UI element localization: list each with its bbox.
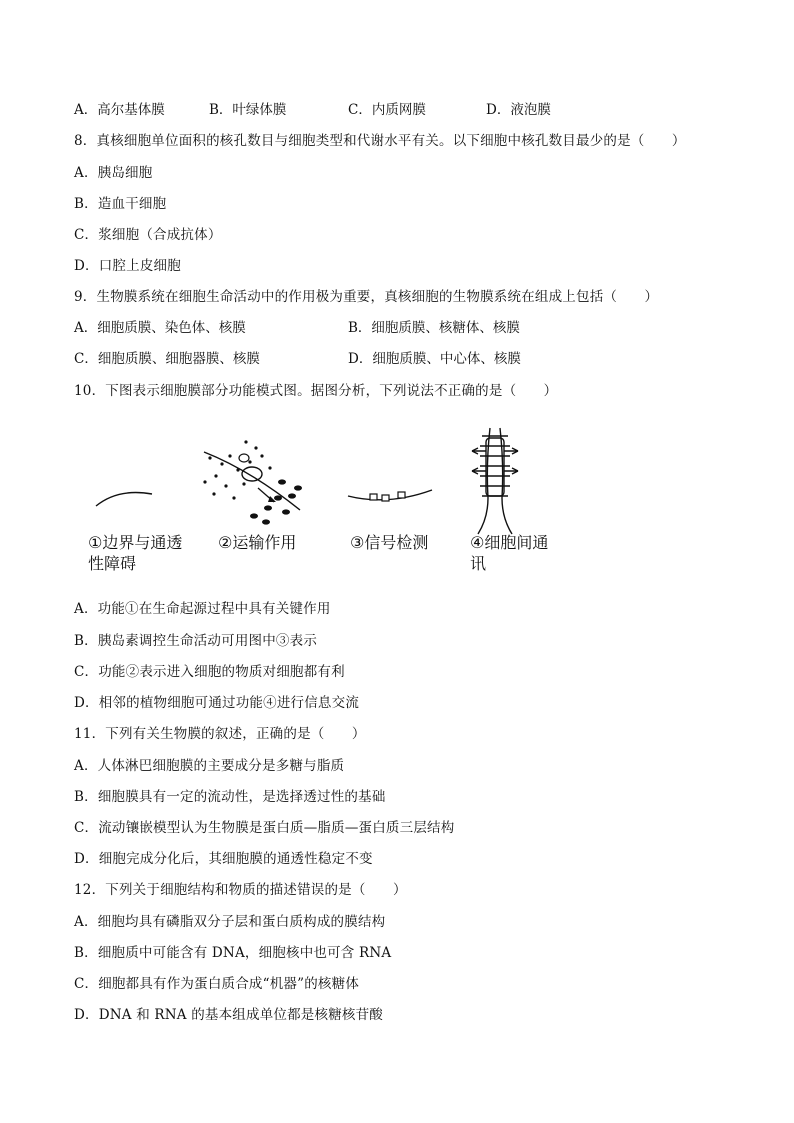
q10-option-c: C．功能②表示进入细胞的物质对细胞都有利	[74, 664, 345, 680]
q10-option-a: A．功能①在生命起源过程中具有关键作用	[74, 601, 331, 617]
q8-option-b: B．造血干细胞	[74, 196, 167, 212]
figure-label-2: ②运输作用	[218, 533, 297, 552]
q9-option-b: B．细胞质膜、核糖体、核膜	[348, 320, 520, 336]
q11-option-b: B．细胞膜具有一定的流动性，是选择透过性的基础	[74, 789, 386, 805]
q12-stem: 12．下列关于细胞结构和物质的描述错误的是（ ）	[74, 882, 407, 898]
q12-option-b: B．细胞质中可能含有 DNA，细胞核中也可含 RNA	[74, 945, 392, 961]
boundary-membrane-arc	[96, 493, 152, 507]
q8-option-d: D．口腔上皮细胞	[74, 258, 181, 274]
q12-option-c: C．细胞都具有作为蛋白质合成“机器”的核糖体	[74, 976, 360, 992]
q8-stem: 8．真核细胞单位面积的核孔数目与细胞类型和代谢水平有关。以下细胞中核孔数目最少的是（ ）	[74, 133, 686, 149]
q7-option-a: A．高尔基体膜	[74, 102, 165, 118]
q10-option-d: D．相邻的植物细胞可通过功能④进行信息交流	[74, 695, 360, 711]
q11-option-a: A．人体淋巴细胞膜的主要成分是多糖与脂质	[74, 758, 345, 774]
signal-detection-diagram	[348, 490, 432, 501]
q9-stem: 9．生物膜系统在细胞生命活动中的作用极为重要，真核细胞的生物膜系统在组成上包括（ ）	[74, 289, 659, 305]
membrane-function-figure	[0, 418, 794, 583]
q8-option-c: C．浆细胞（合成抗体）	[74, 227, 222, 243]
q9-option-c: C．细胞质膜、细胞器膜、核膜	[74, 351, 260, 367]
q11-stem: 11．下列有关生物膜的叙述，正确的是（ ）	[74, 726, 366, 742]
figure-label-4: ④细胞间通讯	[470, 533, 549, 573]
figure-label-1: ①边界与通透性障碍	[88, 533, 183, 573]
cell-communication-diagram	[472, 428, 518, 534]
q7-option-d: D．液泡膜	[486, 102, 551, 118]
q9-option-a: A．细胞质膜、染色体、核膜	[74, 320, 246, 336]
q7-option-b: B．叶绿体膜	[209, 102, 287, 118]
figure-label-3: ③信号检测	[350, 533, 429, 552]
q7-option-c: C．内质网膜	[348, 102, 426, 118]
q8-option-a: A．胰岛细胞	[74, 165, 153, 181]
q10-option-b: B．胰岛素调控生命活动可用图中③表示	[74, 633, 318, 649]
q10-stem: 10．下图表示细胞膜部分功能模式图。据图分析，下列说法不正确的是（ ）	[74, 383, 558, 399]
q12-option-a: A．细胞均具有磷脂双分子层和蛋白质构成的膜结构	[74, 914, 386, 930]
transport-diagram	[203, 440, 302, 524]
q9-option-d: D．细胞质膜、中心体、核膜	[348, 351, 521, 367]
q11-option-d: D．细胞完成分化后，其细胞膜的通透性稳定不变	[74, 851, 373, 867]
q12-option-d: D．DNA 和 RNA 的基本组成单位都是核糖核苷酸	[74, 1007, 384, 1023]
q11-option-c: C．流动镶嵌模型认为生物膜是蛋白质—脂质—蛋白质三层结构	[74, 820, 455, 836]
membrane-diagrams	[0, 418, 794, 538]
